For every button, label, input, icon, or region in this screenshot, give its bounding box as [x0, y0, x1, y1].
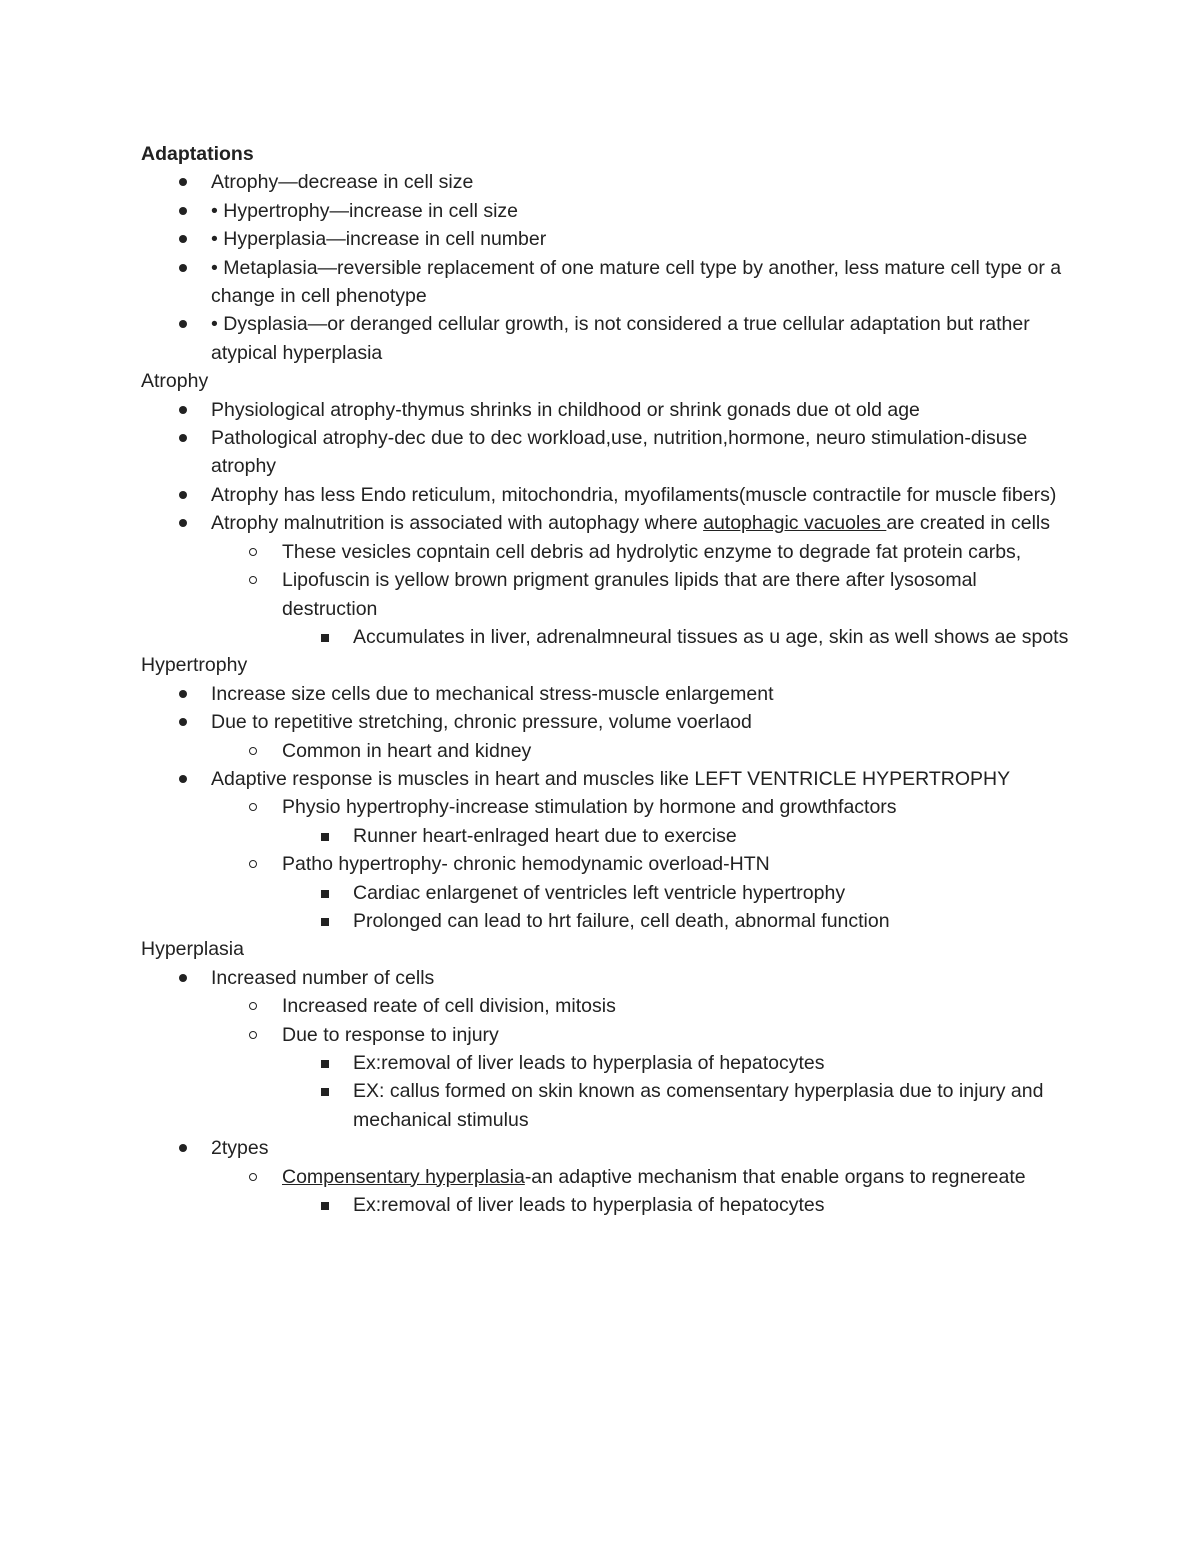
list-item: Due to repetitive stretching, chronic pressure, volume voerlaod	[141, 708, 1071, 736]
bullet-square-icon	[317, 907, 337, 935]
list-item: Runner heart-enlraged heart due to exercise	[141, 822, 1071, 850]
bullet-circle-icon	[246, 538, 266, 566]
list-item: Atrophy malnutrition is associated with autophagy where autophagic vacuoles are created in cells	[141, 509, 1071, 537]
list-item: Cardiac enlargenet of ventricles left ventricle hypertrophy	[141, 879, 1071, 907]
atrophy-heading: Atrophy	[141, 370, 209, 393]
list-item: Physiological atrophy-thymus shrinks in childhood or shrink gonads due ot old age	[141, 396, 1071, 424]
list-item: • Dysplasia—or deranged cellular growth, is not considered a true cellular adaptation but rather atypical hyperplasia	[141, 310, 1071, 367]
compensentary-hyperplasia-link[interactable]: Compensentary hyperplasia	[282, 1165, 525, 1188]
bullet-square-icon	[317, 1191, 337, 1219]
bullet-square-icon	[317, 1049, 337, 1077]
list-item: Pathological atrophy-dec due to dec workload,use, nutrition,hormone, neuro stimulation-disuse atrophy	[141, 424, 1071, 481]
bullet-square-icon	[317, 879, 337, 907]
bullet-square-icon	[317, 1077, 337, 1105]
bullet-square-icon	[317, 822, 337, 850]
hypertrophy-heading: Hypertrophy	[141, 654, 248, 677]
bullet-disc-icon	[175, 225, 195, 253]
list-item: These vesicles copntain cell debris ad hydrolytic enzyme to degrade fat protein carbs,	[141, 538, 1071, 566]
bullet-circle-icon	[246, 850, 266, 878]
bullet-disc-icon	[175, 424, 195, 452]
list-item: Lipofuscin is yellow brown prigment granules lipids that are there after lysosomal destruction	[141, 566, 1071, 623]
list-item: Atrophy—decrease in cell size	[141, 168, 1071, 196]
list-item: Ex:removal of liver leads to hyperplasia of hepatocytes	[141, 1049, 1071, 1077]
list-item: Accumulates in liver, adrenalmneural tissues as u age, skin as well shows ae spots	[141, 623, 1071, 651]
list-item: Patho hypertrophy- chronic hemodynamic overload-HTN	[141, 850, 1071, 878]
list-item: Increased number of cells	[141, 964, 1071, 992]
document-page	[141, 140, 1071, 1219]
list-item: Atrophy has less Endo reticulum, mitochondria, myofilaments(muscle contractile for muscle fibers)	[141, 481, 1071, 509]
bullet-disc-icon	[175, 396, 195, 424]
list-item: Common in heart and kidney	[141, 737, 1071, 765]
bullet-circle-icon	[246, 566, 266, 594]
list-item: Physio hypertrophy-increase stimulation by hormone and growthfactors	[141, 793, 1071, 821]
adaptations-heading: Adaptations	[141, 143, 254, 165]
bullet-disc-icon	[175, 708, 195, 736]
hyperplasia-list	[141, 964, 1071, 1220]
list-item: • Hypertrophy—increase in cell size	[141, 197, 1071, 225]
bullet-circle-icon	[246, 1021, 266, 1049]
list-item: Compensentary hyperplasia-an adaptive mechanism that enable organs to regnereate	[141, 1163, 1071, 1191]
bullet-disc-icon	[175, 509, 195, 537]
bullet-disc-icon	[175, 197, 195, 225]
atrophy-list	[141, 396, 1071, 652]
list-item: Prolonged can lead to hrt failure, cell death, abnormal function	[141, 907, 1071, 935]
list-item: • Metaplasia—reversible replacement of one mature cell type by another, less mature cell type or a change in cell phenotype	[141, 254, 1071, 311]
bullet-disc-icon	[175, 1134, 195, 1162]
bullet-disc-icon	[175, 481, 195, 509]
hypertrophy-list	[141, 680, 1071, 936]
bullet-disc-icon	[175, 964, 195, 992]
list-item: Adaptive response is muscles in heart and muscles like LEFT VENTRICLE HYPERTROPHY	[141, 765, 1071, 793]
bullet-circle-icon	[246, 1163, 266, 1191]
list-item: Increased reate of cell division, mitosis	[141, 992, 1071, 1020]
list-item: 2types	[141, 1134, 1071, 1162]
bullet-square-icon	[317, 623, 337, 651]
adaptations-list	[141, 168, 1071, 367]
list-item: • Hyperplasia—increase in cell number	[141, 225, 1071, 253]
hyperplasia-heading: Hyperplasia	[141, 938, 244, 961]
list-item: Increase size cells due to mechanical stress-muscle enlargement	[141, 680, 1071, 708]
list-item: EX: callus formed on skin known as comensentary hyperplasia due to injury and mechanical stimulus	[141, 1077, 1071, 1134]
bullet-circle-icon	[246, 737, 266, 765]
autophagic-vacuoles-link[interactable]: autophagic vacuoles	[703, 512, 887, 535]
bullet-disc-icon	[175, 680, 195, 708]
list-item: Due to response to injury	[141, 1021, 1071, 1049]
bullet-disc-icon	[175, 765, 195, 793]
bullet-disc-icon	[175, 168, 195, 196]
bullet-disc-icon	[175, 310, 195, 338]
bullet-circle-icon	[246, 992, 266, 1020]
bullet-disc-icon	[175, 254, 195, 282]
list-item: Ex:removal of liver leads to hyperplasia of hepatocytes	[141, 1191, 1071, 1219]
bullet-circle-icon	[246, 793, 266, 821]
